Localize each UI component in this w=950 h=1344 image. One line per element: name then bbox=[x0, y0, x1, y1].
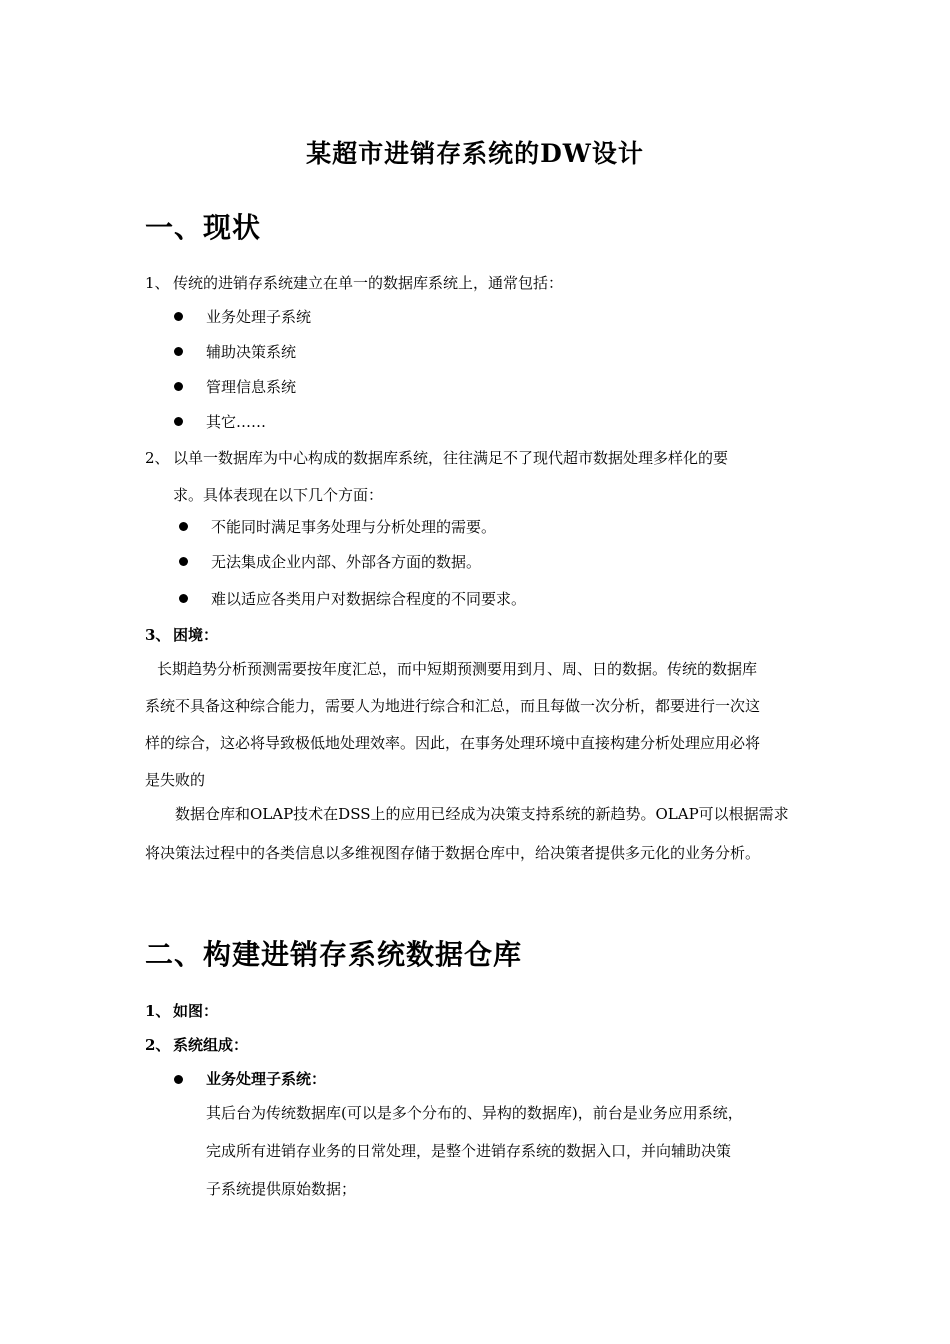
document-title: 某超市进销存系统的DW设计 bbox=[306, 139, 644, 168]
list-item: 不能同时满足事务处理与分析处理的需要。 bbox=[211, 518, 497, 536]
paragraph-line: 样的综合，这必将导致极低地处理效率。因此，在事务处理环境中直接构建分析处理应用必将 bbox=[145, 734, 761, 752]
bullet-icon bbox=[179, 594, 188, 603]
paragraph-line: 数据仓库和OLAP技术在DSS上的应用已经成为决策支持系统的新趋势。OLAP可以根据需求 bbox=[175, 805, 789, 823]
bullet-icon bbox=[174, 382, 183, 391]
bullet-icon bbox=[174, 417, 183, 426]
section-2-item-2-number: 2、 bbox=[145, 1036, 171, 1054]
paragraph-line: 完成所有进销存业务的日常处理，是整个进销存系统的数据入口，并向辅助决策 bbox=[206, 1142, 732, 1160]
bullet-icon bbox=[174, 347, 183, 356]
item-1-text: 传统的进销存系统建立在单一的数据库系统上，通常包括： bbox=[173, 274, 564, 292]
paragraph-line: 将决策法过程中的各类信息以多维视图存储于数据仓库中，给决策者提供多元化的业务分析。 bbox=[145, 844, 761, 862]
item-2-number: 2、 bbox=[145, 449, 170, 467]
paragraph-line: 长期趋势分析预测需要按年度汇总，而中短期预测要用到月、周、日的数据。传统的数据库 bbox=[157, 660, 758, 678]
item-2-line-2: 求。具体表现在以下几个方面： bbox=[173, 486, 384, 504]
bullet-icon bbox=[174, 1075, 183, 1084]
section-2-item-1-text: 如图： bbox=[173, 1002, 219, 1020]
section-2-item-1-number: 1、 bbox=[145, 1002, 171, 1020]
item-2-line-1: 以单一数据库为中心构成的数据库系统，往往满足不了现代超市数据处理多样化的要 bbox=[173, 449, 729, 467]
paragraph-line: 其后台为传统数据库(可以是多个分布的、异构的数据库)，前台是业务应用系统， bbox=[206, 1104, 743, 1122]
paragraph-line: 子系统提供原始数据； bbox=[206, 1180, 357, 1198]
item-1-number: 1、 bbox=[145, 274, 170, 292]
bullet-icon bbox=[179, 522, 188, 531]
list-item: 辅助决策系统 bbox=[206, 343, 297, 361]
list-item: 难以适应各类用户对数据综合程度的不同要求。 bbox=[211, 590, 527, 608]
bullet-icon bbox=[174, 312, 183, 321]
item-3-number: 3、 bbox=[145, 626, 171, 644]
bullet-icon bbox=[179, 557, 188, 566]
list-item: 管理信息系统 bbox=[206, 378, 297, 396]
list-item: 其它…… bbox=[206, 413, 267, 431]
section-2-heading: 二、构建进销存系统数据仓库 bbox=[145, 938, 523, 971]
section-2-item-2-text: 系统组成： bbox=[173, 1036, 249, 1054]
bullet-label: 业务处理子系统： bbox=[206, 1070, 327, 1088]
paragraph-line: 是失败的 bbox=[145, 771, 206, 789]
item-3-label: 困境： bbox=[173, 626, 219, 644]
list-item: 业务处理子系统 bbox=[206, 308, 312, 326]
paragraph-line: 系统不具备这种综合能力，需要人为地进行综合和汇总，而且每做一次分析，都要进行一次这 bbox=[145, 697, 761, 715]
section-1-heading: 一、现状 bbox=[145, 211, 262, 244]
list-item: 无法集成企业内部、外部各方面的数据。 bbox=[211, 553, 482, 571]
